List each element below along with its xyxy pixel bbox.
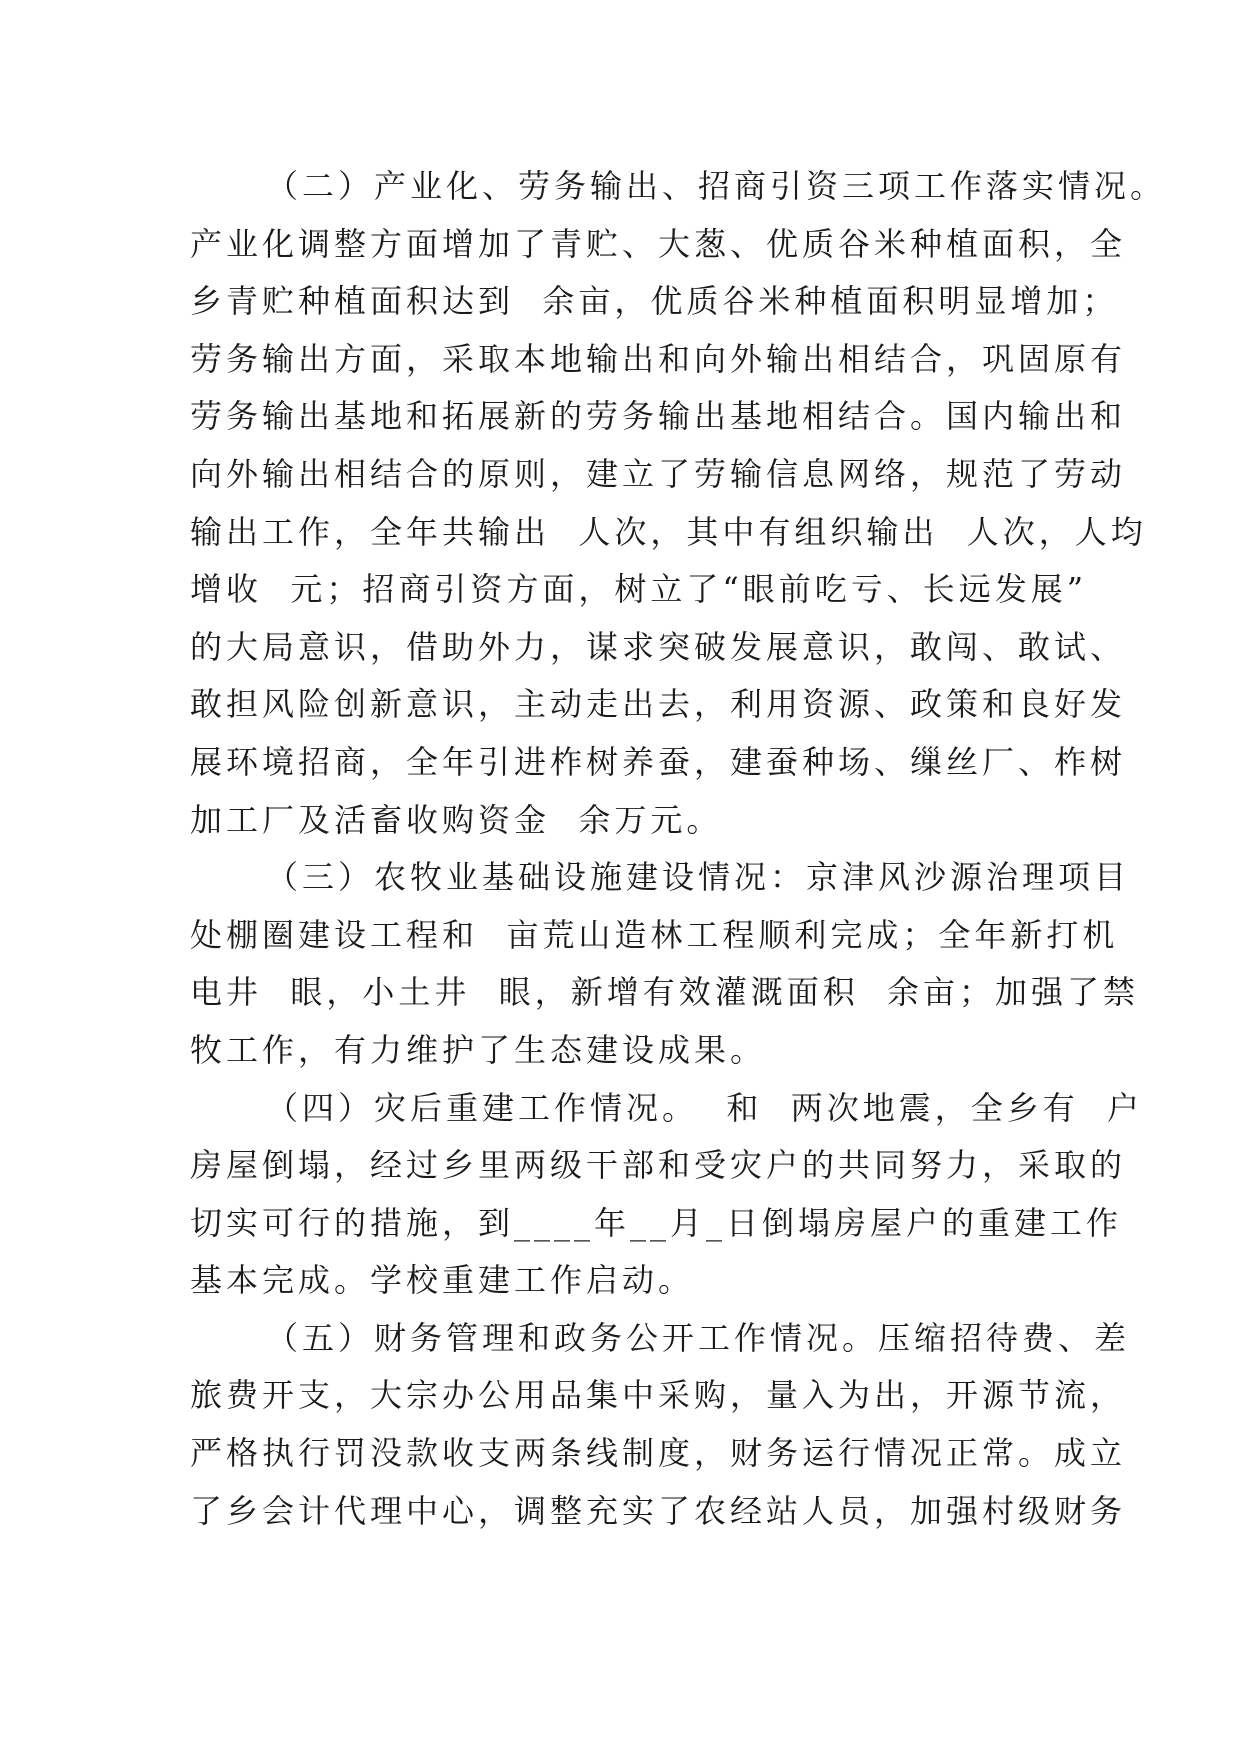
text-line: 切实可行的措施，到____年__月_日倒塌房屋户的重建工作 <box>190 1203 1123 1242</box>
text-line: 牧工作，有力维护了生态建设成果。 <box>190 1030 767 1069</box>
text-line: 展环境招商，全年引进柞树养蚕，建蚕种场、缫丝厂、柞树 <box>190 742 1127 781</box>
text-line: 向外输出相结合的原则，建立了劳输信息网络，规范了劳动 <box>190 454 1127 493</box>
body-text <box>190 158 1167 1540</box>
text-line: 输出工作，全年共输出 人次，其中有组织输出 人次，人均 <box>190 512 1147 551</box>
text-line: 严格执行罚没款收支两条线制度，财务运行情况正常。成立 <box>190 1434 1127 1473</box>
paragraph-first-line: （三）农牧业基础设施建设情况：京津风沙源治理项目 <box>266 858 1131 897</box>
paragraph-first-line: （二）产业化、劳务输出、招商引资三项工作落实情况。 <box>266 167 1167 205</box>
text-line: 增收 元；招商引资方面，树立了“眼前吃亏、长远发展” <box>190 570 1088 609</box>
paragraph-first-line: （五）财务管理和政务公开工作情况。压缩招待费、差 <box>266 1318 1131 1357</box>
paragraph-first-line: （四）灾后重建工作情况。 和 两次地震，全乡有 户 <box>266 1088 1144 1127</box>
text-line: 了乡会计代理中心，调整充实了农经站人员，加强村级财务 <box>190 1491 1127 1530</box>
text-line: 劳务输出方面，采取本地输出和向外输出相结合，巩固原有 <box>190 339 1127 378</box>
text-line: 产业化调整方面增加了青贮、大葱、优质谷米种植面积，全 <box>190 224 1127 263</box>
text-line: 房屋倒塌，经过乡里两级干部和受灾户的共同努力，采取的 <box>190 1146 1127 1185</box>
text-line: 旅费开支，大宗办公用品集中采购，量入为出，开源节流， <box>190 1376 1127 1415</box>
text-line: 电井 眼，小土井 眼，新增有效灌溉面积 余亩；加强了禁 <box>190 973 1140 1012</box>
text-line: 敢担风险创新意识，主动走出去，利用资源、政策和良好发 <box>190 685 1127 724</box>
text-line: 乡青贮种植面积达到 余亩，优质谷米种植面积明显增加； <box>190 282 1119 321</box>
text-line: 劳务输出基地和拓展新的劳务输出基地相结合。国内输出和 <box>190 397 1127 436</box>
text-line: 处棚圈建设工程和 亩荒山造林工程顺利完成；全年新打机 <box>190 915 1119 954</box>
text-line: 加工厂及活畜收购资金 余万元。 <box>190 800 723 839</box>
text-line: 的大局意识，借助外力，谋求突破发展意识，敢闯、敢试、 <box>190 627 1127 666</box>
text-line: 基本完成。学校重建工作启动。 <box>190 1261 695 1300</box>
